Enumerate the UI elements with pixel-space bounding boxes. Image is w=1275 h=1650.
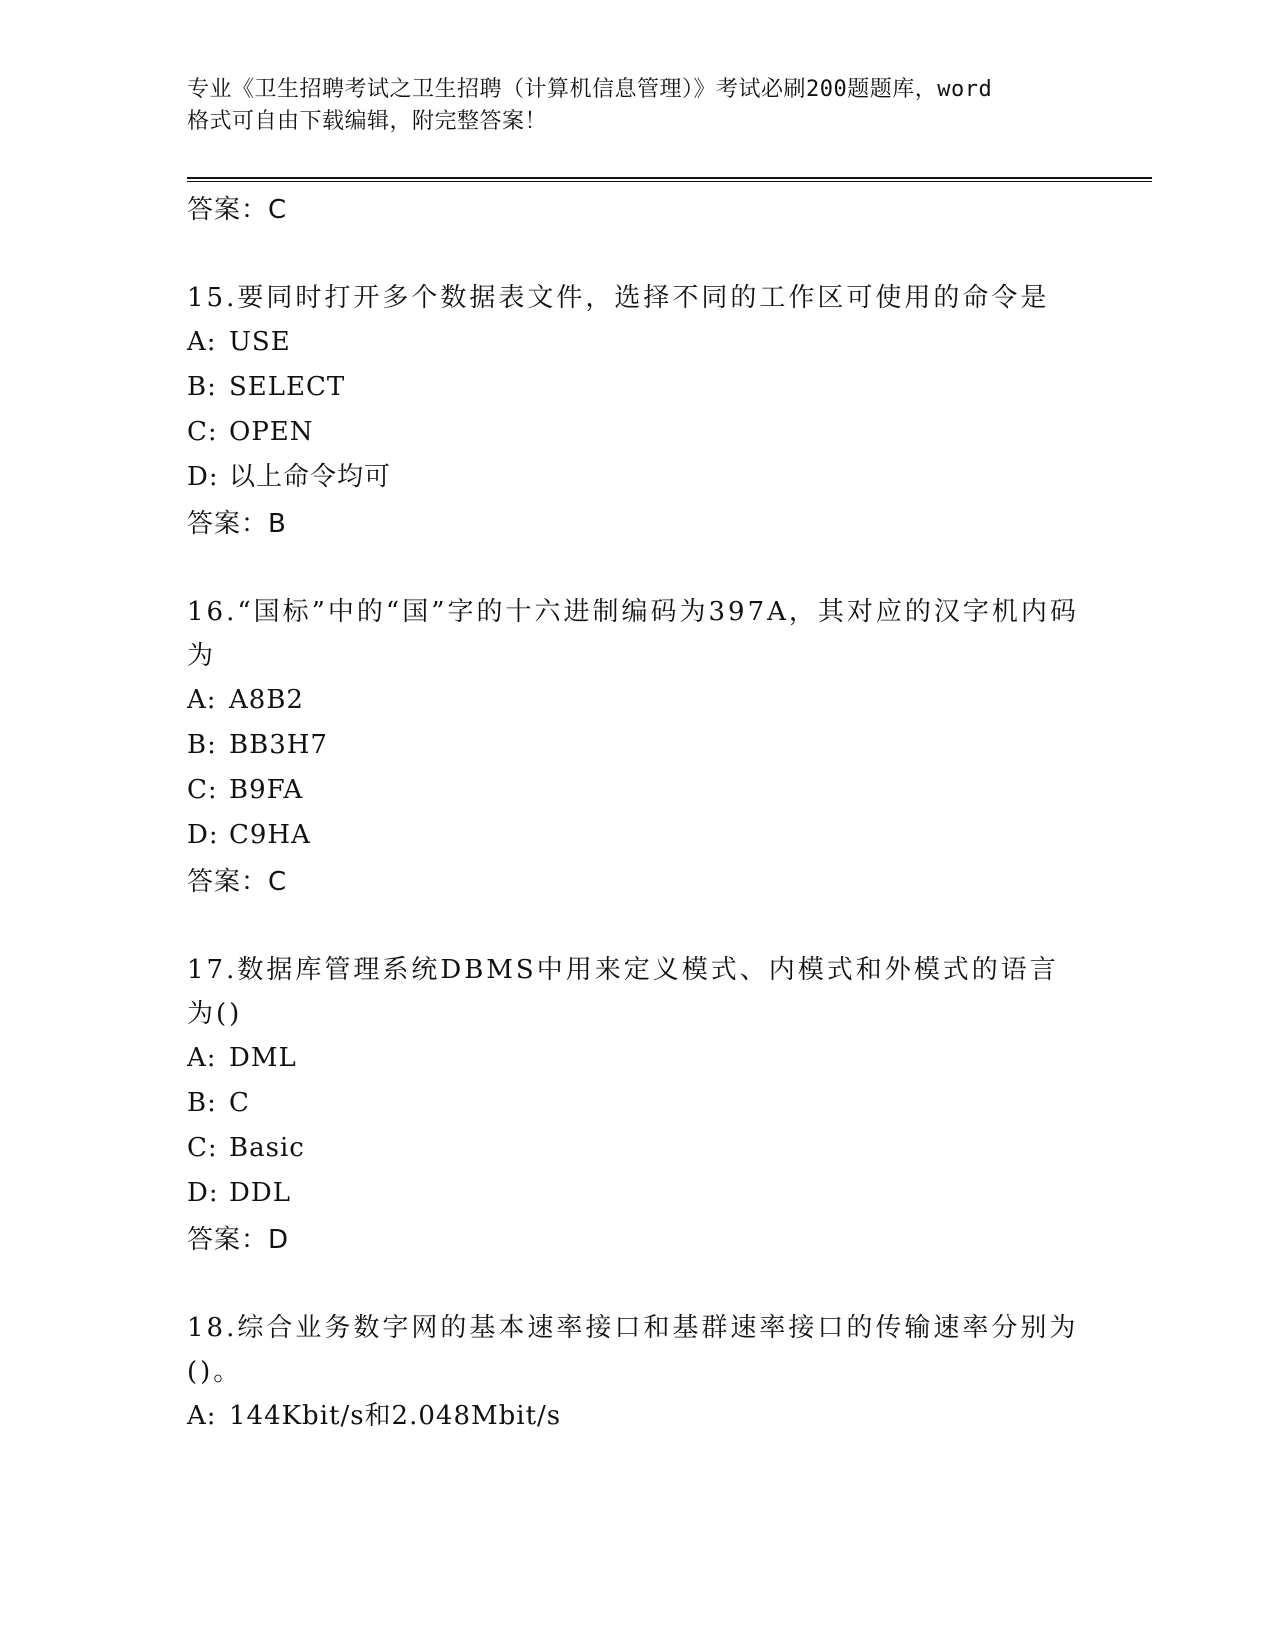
option-letter: A: — [187, 327, 217, 357]
option-text: B9FA — [229, 775, 304, 805]
header-rule-thick — [187, 177, 1152, 179]
question-16 — [187, 590, 1147, 906]
option-text: DDL — [229, 1178, 291, 1208]
option-text: DML — [229, 1043, 297, 1073]
option-d — [187, 455, 1147, 500]
question-text: 16.“国标”中的“国”字的十六进制编码为397A，其对应的汉字机内码为 — [187, 597, 1079, 671]
option-a — [187, 678, 1147, 723]
option-letter: C: — [187, 775, 218, 805]
answer-label: 答案：D — [187, 1225, 290, 1255]
question-list — [187, 186, 1147, 1439]
option-d — [187, 1171, 1147, 1216]
option-text: Basic — [229, 1133, 305, 1163]
option-d — [187, 813, 1147, 858]
answer-label: 答案：B — [187, 509, 287, 539]
option-b — [187, 1081, 1147, 1126]
option-a — [187, 1036, 1147, 1081]
answer-label: 答案：C — [187, 195, 288, 225]
document-header — [187, 74, 1087, 138]
option-text: BB3H7 — [229, 730, 328, 760]
option-letter: A: — [187, 685, 217, 715]
question-text: 17.数据库管理系统DBMS中用来定义模式、内模式和外模式的语言为() — [187, 955, 1059, 1029]
option-a — [187, 320, 1147, 365]
question-text: 18.综合业务数字网的基本速率接口和基群速率接口的传输速率分别为()。 — [187, 1313, 1079, 1387]
question-17 — [187, 948, 1147, 1264]
option-text: SELECT — [229, 372, 346, 402]
option-letter: D: — [187, 1178, 219, 1208]
question-text: 15.要同时打开多个数据表文件，选择不同的工作区可使用的命令是 — [187, 283, 1050, 313]
option-c — [187, 768, 1147, 813]
option-letter: D: — [187, 462, 219, 492]
option-letter: A: — [187, 1043, 217, 1073]
option-c — [187, 1126, 1147, 1171]
option-text: OPEN — [229, 417, 314, 447]
option-text: C9HA — [229, 820, 311, 850]
option-text: USE — [229, 327, 291, 357]
option-text: 以上命令均可 — [229, 462, 392, 492]
option-letter: C: — [187, 417, 218, 447]
question-15 — [187, 276, 1147, 548]
option-text: C — [229, 1088, 250, 1118]
option-text: A8B2 — [229, 685, 304, 715]
answer-label: 答案：C — [187, 867, 288, 897]
option-letter: A: — [187, 1401, 217, 1431]
option-letter: B: — [187, 1088, 217, 1118]
option-letter: B: — [187, 730, 217, 760]
header-line-1: 专业《卫生招聘考试之卫生招聘（计算机信息管理）》考试必刷200题题库，word — [187, 77, 993, 102]
option-letter: C: — [187, 1133, 218, 1163]
option-c — [187, 410, 1147, 455]
option-letter: D: — [187, 820, 219, 850]
option-letter: B: — [187, 372, 217, 402]
option-b — [187, 365, 1147, 410]
header-line-2: 格式可自由下载编辑，附完整答案！ — [187, 109, 548, 134]
option-b — [187, 723, 1147, 768]
option-a — [187, 1394, 1147, 1439]
header-rule-thin — [187, 181, 1152, 182]
option-text: 144Kbit/s和2.048Mbit/s — [229, 1401, 562, 1431]
question-18 — [187, 1306, 1147, 1439]
